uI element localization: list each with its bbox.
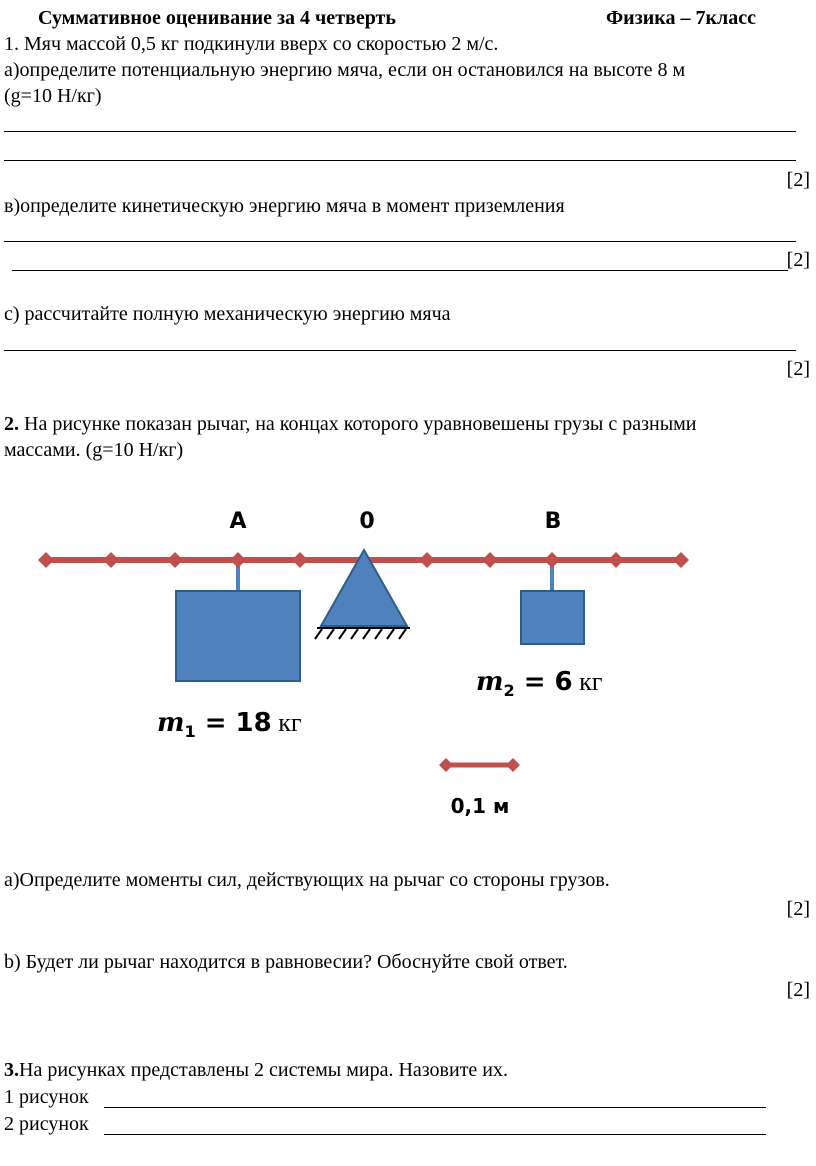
subject-grade: Физика – 7класс [606, 7, 756, 29]
q2a-score: [2] [786, 898, 810, 920]
lever-marker [103, 552, 119, 568]
scale-label: 0,1 м [450, 794, 510, 818]
mass-2-label: $m_2 = 6$ кг [476, 667, 603, 700]
q1a-score: [2] [786, 169, 810, 191]
lever-marker [230, 552, 246, 568]
q2-text-line1: 2. На рисунке показан рычаг, на концах которого уравновешены грузы с разными [4, 413, 697, 435]
lever-marker [167, 552, 183, 568]
q1-statement: 1. Мяч массой 0,5 кг подкинули вверх со скоростью 2 м/с. [4, 33, 499, 55]
mass-1-block [176, 591, 300, 681]
mass-2-block [521, 591, 584, 644]
q1a-text: а)определите потенциальную энергию мяча, если он остановился на высоте 8 м [4, 59, 686, 81]
q1c-text: с) рассчитайте полную механическую энергию мяча [4, 303, 451, 325]
q1b-text: в)определите кинетическую энергию мяча в момент приземления [4, 195, 565, 217]
lever-marker [673, 552, 689, 568]
q2b-text: b) Будет ли рычаг находится в равновесии? Обоснуйте свой ответ. [4, 951, 568, 973]
q3-picture-2-label: 2 рисунок [4, 1113, 89, 1135]
lever-marker [38, 552, 54, 568]
fulcrum-base [315, 628, 410, 639]
q1b-score: [2] [786, 249, 810, 271]
mass-1-label: $m_1 = 18$ кг [157, 708, 302, 741]
q2a-text: а)Определите моменты сил, действующих на рычаг со стороны грузов. [4, 869, 610, 891]
lever-diagram [0, 490, 816, 830]
label-o: 0 [359, 509, 375, 534]
answer-line[interactable] [4, 160, 796, 161]
q1a-given: (g=10 Н/кг) [4, 85, 102, 107]
lever-marker [608, 552, 624, 568]
q3-picture-1-label: 1 рисунок [4, 1086, 89, 1108]
answer-line[interactable] [4, 350, 796, 351]
q2b-score: [2] [786, 979, 810, 1001]
q3-number: 3. [4, 1059, 19, 1081]
worksheet-title: Суммативное оценивание за 4 четверть [38, 7, 396, 29]
q2-text-line2: массами. (g=10 Н/кг) [4, 439, 184, 461]
label-b: B [544, 509, 562, 534]
answer-line[interactable] [12, 270, 788, 271]
answer-line[interactable] [104, 1134, 766, 1135]
label-a: A [229, 509, 247, 534]
q1c-score: [2] [786, 358, 810, 380]
lever-marker [292, 552, 308, 568]
scale-bar-end [439, 758, 453, 772]
scale-bar-end [506, 758, 520, 772]
q2-number: 2. [4, 413, 19, 435]
lever-marker [482, 552, 498, 568]
lever-marker [419, 552, 435, 568]
answer-line[interactable] [4, 241, 796, 242]
q3-text: 3.На рисунках представлены 2 системы мира. Назовите их. [4, 1059, 509, 1081]
answer-line[interactable] [4, 131, 796, 132]
lever-marker [544, 552, 560, 568]
answer-line[interactable] [104, 1107, 766, 1108]
